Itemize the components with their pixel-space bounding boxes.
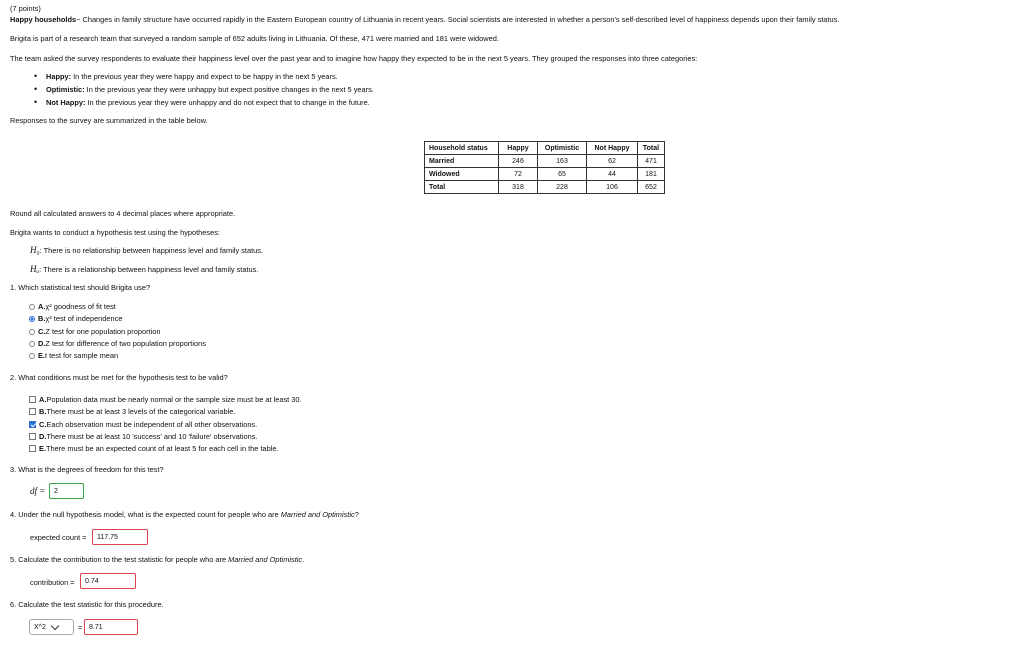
table-cell: 106 <box>587 181 638 194</box>
checkbox[interactable] <box>29 396 36 403</box>
paragraph-survey: The team asked the survey respondents to evaluate their happiness level over the past year and to imagine how happy they expected to be in the next 5 years. They grouped the responses into three categories: <box>10 54 698 63</box>
question-title: Happy households <box>10 15 77 24</box>
q1-option-c[interactable]: C. Z test for one population proportion <box>29 327 160 336</box>
table-row <box>425 168 665 181</box>
survey-table <box>424 141 665 194</box>
df-label: df = <box>30 486 46 496</box>
null-hypothesis: H₀: There is no relationship between happiness level and family status. <box>30 245 263 255</box>
table-cell: 471 <box>638 155 665 168</box>
radio-button[interactable] <box>29 353 35 359</box>
table-row <box>425 181 665 194</box>
alt-hypothesis: Hₐ: There is a relationship between happiness level and family status. <box>30 264 259 274</box>
round-note: Round all calculated answers to 4 decimal places where appropriate. <box>10 209 236 218</box>
points-label: (7 points) <box>10 4 41 13</box>
q6-prompt: 6. Calculate the test statistic for this procedure. <box>10 600 164 609</box>
table-header: Household status <box>425 142 499 155</box>
q5-prompt: 5. Calculate the contribution to the test statistic for people who are Married and Optimistic. <box>10 555 305 564</box>
q2-option-e[interactable]: E. There must be an expected count of at least 5 for each cell in the table. <box>29 444 279 453</box>
chevron-down-icon <box>51 621 59 629</box>
radio-button-selected[interactable] <box>29 316 35 322</box>
q1-option-e[interactable]: E. t test for sample mean <box>29 351 118 360</box>
q1-prompt: 1. Which statistical test should Brigita use? <box>10 283 151 292</box>
radio-button[interactable] <box>29 329 35 335</box>
table-header: Optimistic <box>538 142 587 155</box>
df-input[interactable]: 2 <box>49 483 84 499</box>
expected-count-input[interactable]: 117.75 <box>92 529 148 545</box>
paragraph-sample: Brigita is part of a research team that surveyed a random sample of 652 adults living in Lithuania. Of these, 471 were married and 181 were widowed. <box>10 34 499 43</box>
table-cell: Married <box>425 155 499 168</box>
q1-option-b[interactable]: B. χ² test of independence <box>29 314 122 323</box>
q2-option-c[interactable]: C. Each observation must be independent of all other observations. <box>29 420 257 429</box>
q1-option-d[interactable]: D. Z test for difference of two population proportions <box>29 339 206 348</box>
category-item-not-happy: • Not Happy: In the previous year they were unhappy and do not expect that to change in the future. <box>46 98 374 107</box>
table-cell: 228 <box>538 181 587 194</box>
table-cell: 163 <box>538 155 587 168</box>
checkbox[interactable] <box>29 445 36 452</box>
table-header-row <box>425 142 665 155</box>
radio-button[interactable] <box>29 304 35 310</box>
intro-text: ~ Changes in family structure have occurred rapidly in the Eastern European country of Lithuania in recent years. Social scientists are interested in whether a person's self-described level of happiness depends upon their family status. <box>76 15 840 24</box>
category-list <box>46 72 374 111</box>
statistic-select[interactable] <box>29 619 74 635</box>
q2-option-b[interactable]: B. There must be at least 3 levels of the categorical variable. <box>29 407 235 416</box>
q2-option-d[interactable]: D. There must be at least 10 'success' and 10 'failure' observations. <box>29 432 257 441</box>
equals-sign: = <box>78 623 83 632</box>
statistic-select-value: X^2 <box>34 623 46 631</box>
table-row <box>425 155 665 168</box>
table-cell: Widowed <box>425 168 499 181</box>
test-statistic-input[interactable]: 8.71 <box>84 619 138 635</box>
table-cell: 62 <box>587 155 638 168</box>
checkbox[interactable] <box>29 408 36 415</box>
table-cell: 65 <box>538 168 587 181</box>
table-cell: Total <box>425 181 499 194</box>
q4-prompt: 4. Under the null hypothesis model, what is the expected count for people who are Married and Optimistic? <box>10 510 359 519</box>
checkbox-checked[interactable] <box>29 421 36 428</box>
q2-option-a[interactable]: A. Population data must be nearly normal or the sample size must be at least 30. <box>29 395 302 404</box>
expected-count-label: expected count = <box>30 533 87 542</box>
q2-prompt: 2. What conditions must be met for the hypothesis test to be valid? <box>10 373 228 382</box>
table-header: Not Happy <box>587 142 638 155</box>
question-header <box>10 15 839 24</box>
contribution-input[interactable]: 0.74 <box>80 573 136 589</box>
table-cell: 246 <box>499 155 538 168</box>
table-cell: 318 <box>499 181 538 194</box>
hypothesis-intro: Brigita wants to conduct a hypothesis test using the hypotheses: <box>10 228 220 237</box>
radio-button[interactable] <box>29 341 35 347</box>
table-cell: 181 <box>638 168 665 181</box>
table-header: Total <box>638 142 665 155</box>
category-item-optimistic: • Optimistic: In the previous year they were unhappy but expect positive changes in the next 5 years. <box>46 85 374 94</box>
q3-prompt: 3. What is the degrees of freedom for this test? <box>10 465 164 474</box>
checkbox[interactable] <box>29 433 36 440</box>
q1-option-a[interactable]: A. χ² goodness of fit test <box>29 302 116 311</box>
table-header: Happy <box>499 142 538 155</box>
summary-line: Responses to the survey are summarized in the table below. <box>10 116 208 125</box>
category-item-happy: • Happy: In the previous year they were happy and expect to be happy in the next 5 years. <box>46 72 374 81</box>
table-cell: 652 <box>638 181 665 194</box>
table-cell: 44 <box>587 168 638 181</box>
table-cell: 72 <box>499 168 538 181</box>
contribution-label: contribution = <box>30 578 75 587</box>
